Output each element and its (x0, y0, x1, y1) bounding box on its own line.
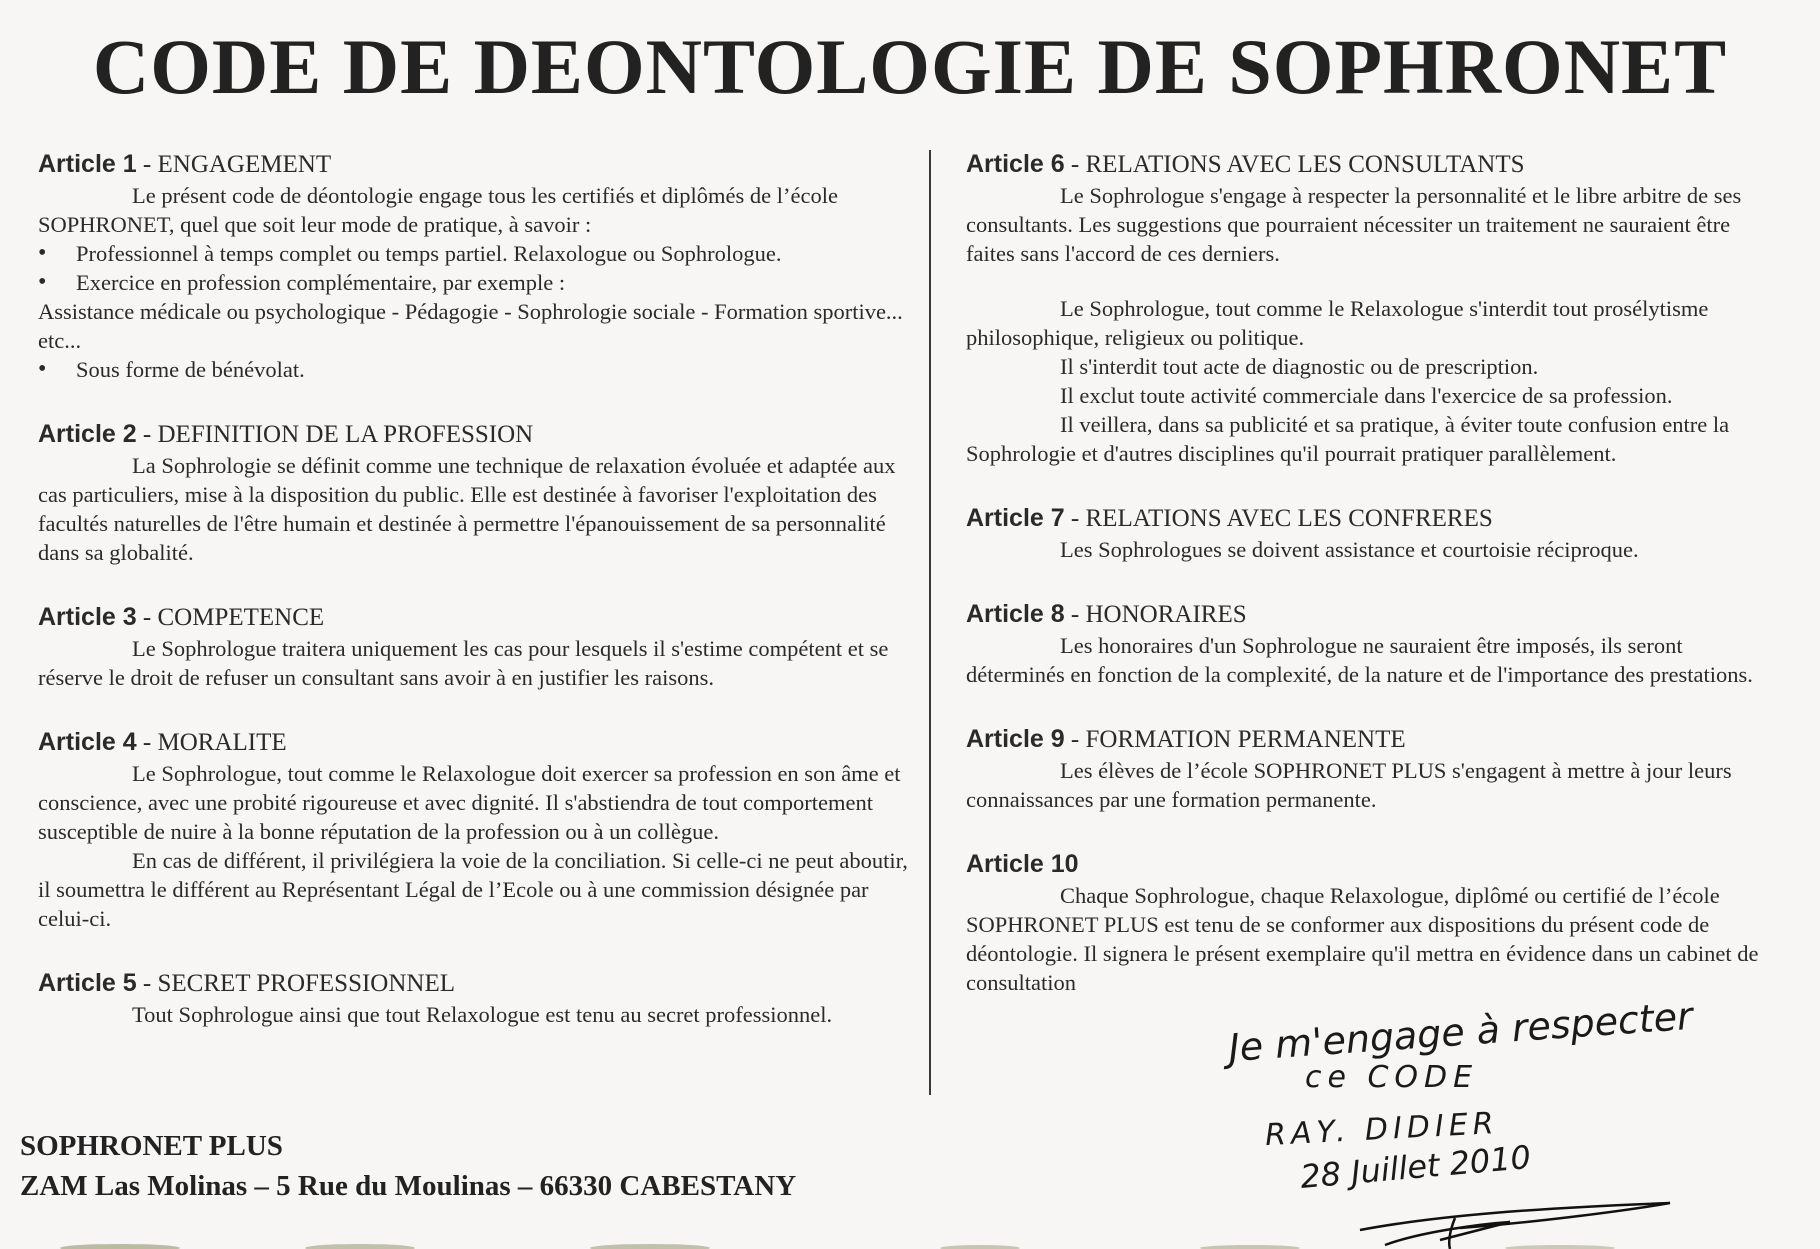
article-label: Article 2 (38, 420, 137, 448)
article-paragraph: Le présent code de déontologie engage tous les certifiés et diplômés de l’école SOPHRONET, quel que soit leur mode de pratique, à savoir : (38, 183, 838, 237)
article-2 (38, 418, 918, 567)
article-heading (966, 598, 1781, 631)
heading-separator: - (1064, 151, 1086, 178)
article-9 (966, 723, 1781, 814)
page-title: CODE DE DEONTOLOGIE DE SOPHRONET (92, 23, 1728, 110)
handwritten-line: ce CODE (1305, 1060, 1479, 1095)
heading-separator: - (1064, 601, 1086, 628)
article-10 (966, 848, 1781, 997)
list-item: • Sous forme de bénévolat. (38, 355, 918, 384)
article-title: RELATIONS AVEC LES CONFRERES (1085, 505, 1493, 532)
article-title: RELATIONS AVEC LES CONSULTANTS (1085, 151, 1525, 178)
article-6 (966, 148, 1781, 468)
list-item: • Exercice en profession complémentaire, par exemple : (38, 268, 918, 297)
article-title: ENGAGEMENT (157, 151, 332, 178)
bullet-list (38, 355, 918, 384)
article-3 (38, 601, 918, 692)
article-title: HONORAIRES (1085, 601, 1247, 628)
article-label: Article 6 (966, 150, 1065, 178)
footer-address: ZAM Las Molinas – 5 Rue du Moulinas – 66330 CABESTANY (20, 1170, 797, 1202)
right-column (966, 148, 1781, 1031)
article-title: FORMATION PERMANENTE (1085, 726, 1406, 753)
article-heading (966, 848, 1781, 881)
article-paragraph: Les Sophrologues se doivent assistance et courtoisie réciproque. (1060, 537, 1639, 562)
article-heading (38, 418, 918, 451)
heading-separator: - (136, 421, 158, 448)
column-divider (929, 150, 931, 1095)
article-paragraph: Le Sophrologue, tout comme le Relaxologue doit exercer sa profession en son âme et conscience, avec une probité rigoureuse et avec dignité. Il s'abstiendra de tout comportement susceptible de nuire à la bonne réputation de la profession ou à un collègue. (38, 761, 901, 844)
article-label: Article 3 (38, 603, 137, 631)
heading-separator: - (136, 151, 158, 178)
footer-organization: SOPHRONET PLUS (20, 1130, 283, 1162)
bullet-list (38, 239, 918, 297)
article-paragraph: Il exclut toute activité commerciale dans l'exercice de sa profession. (1060, 383, 1673, 408)
left-column (38, 148, 918, 1063)
handwritten-line: Je m'engage à respecter (1227, 993, 1695, 1071)
article-8 (966, 598, 1781, 689)
article-paragraph: Tout Sophrologue ainsi que tout Relaxologue est tenu au secret professionnel. (132, 1002, 833, 1027)
heading-separator: - (136, 970, 158, 997)
article-label: Article 1 (38, 150, 137, 178)
paragraph-gap (966, 268, 1781, 294)
article-1 (38, 148, 918, 384)
article-paragraph: Le Sophrologue, tout comme le Relaxologue s'interdit tout prosélytisme philosophique, religieux ou politique. (966, 296, 1709, 350)
article-heading (38, 726, 918, 759)
article-7 (966, 502, 1781, 564)
list-item: • Professionnel à temps complet ou temps partiel. Relaxologue ou Sophrologue. (38, 239, 918, 268)
article-paragraph: Les honoraires d'un Sophrologue ne sauraient être imposés, ils seront déterminés en fonction de la complexité, de la nature et de l'importance des prestations. (966, 633, 1753, 687)
article-paragraph: En cas de différent, il privilégiera la voie de la conciliation. Si celle-ci ne peut aboutir, il soumettra le différent au Représentant Légal de l’Ecole ou à une commission désignée par celui-ci. (38, 848, 908, 931)
article-heading (966, 502, 1781, 535)
heading-separator: - (136, 604, 158, 631)
article-paragraph: Il s'interdit tout acte de diagnostic ou de prescription. (1060, 354, 1539, 379)
article-paragraph: Assistance médicale ou psychologique - Pédagogie - Sophrologie sociale - Formation sportive... etc... (38, 299, 903, 353)
article-label: Article 9 (966, 725, 1065, 753)
article-title: COMPETENCE (157, 604, 325, 631)
heading-separator: - (136, 729, 158, 756)
article-title: DEFINITION DE LA PROFESSION (157, 421, 534, 448)
handwritten-line: 28 Juillet 2010 (1298, 1138, 1533, 1196)
article-paragraph: Chaque Sophrologue, chaque Relaxologue, diplômé ou certifié de l’école SOPHRONET PLUS est tenu de se conformer aux dispositions du présent code de déontologie. Il signera le présent exemplaire qu'il mettra en évidence dans un cabinet de consultation (966, 883, 1759, 995)
article-5 (38, 967, 918, 1029)
article-heading (38, 967, 918, 1000)
article-paragraph: Les élèves de l’école SOPHRONET PLUS s'engagent à mettre à jour leurs connaissances par une formation permanente. (966, 758, 1732, 812)
signature-scribble (1210, 1010, 1730, 1249)
article-heading (38, 148, 918, 181)
handwritten-line: RAY. DIDIER (1264, 1105, 1500, 1154)
handwritten-signature-block (1210, 993, 1730, 1249)
heading-separator: - (1064, 505, 1086, 532)
article-label: Article 4 (38, 728, 137, 756)
article-heading (966, 148, 1781, 181)
article-label: Article 5 (38, 969, 137, 997)
article-paragraph: Le Sophrologue traitera uniquement les cas pour lesquels il s'estime compétent et se réserve le droit de refuser un consultant sans avoir à en justifier les raisons. (38, 636, 889, 690)
article-paragraph: Il veillera, dans sa publicité et sa pratique, à éviter toute confusion entre la Sophrologie et d'autres disciplines qu'il pourrait pratiquer parallèlement. (966, 412, 1730, 466)
article-label: Article 8 (966, 600, 1065, 628)
article-heading (38, 601, 918, 634)
article-title: SECRET PROFESSIONNEL (157, 970, 456, 997)
article-label: Article 7 (966, 504, 1065, 532)
article-label: Article 10 (966, 850, 1079, 878)
article-title: MORALITE (157, 729, 287, 756)
bottom-edge-specks (0, 1238, 1820, 1249)
footer (20, 1126, 796, 1206)
article-4 (38, 726, 918, 933)
article-heading (966, 723, 1781, 756)
article-paragraph: La Sophrologie se définit comme une technique de relaxation évoluée et adaptée aux cas particuliers, mise à la disposition du public. Elle est destinée à favoriser l'exploitation des facultés naturelles de l'être humain et destinée à permettre l'épanouissement de sa personnalité dans sa globalité. (38, 453, 896, 565)
article-paragraph: Le Sophrologue s'engage à respecter la personnalité et le libre arbitre de ses consultants. Les suggestions que pourraient nécessiter un traitement ne sauraient être faites sans l'accord de ces derniers. (966, 183, 1742, 266)
heading-separator: - (1064, 726, 1086, 753)
